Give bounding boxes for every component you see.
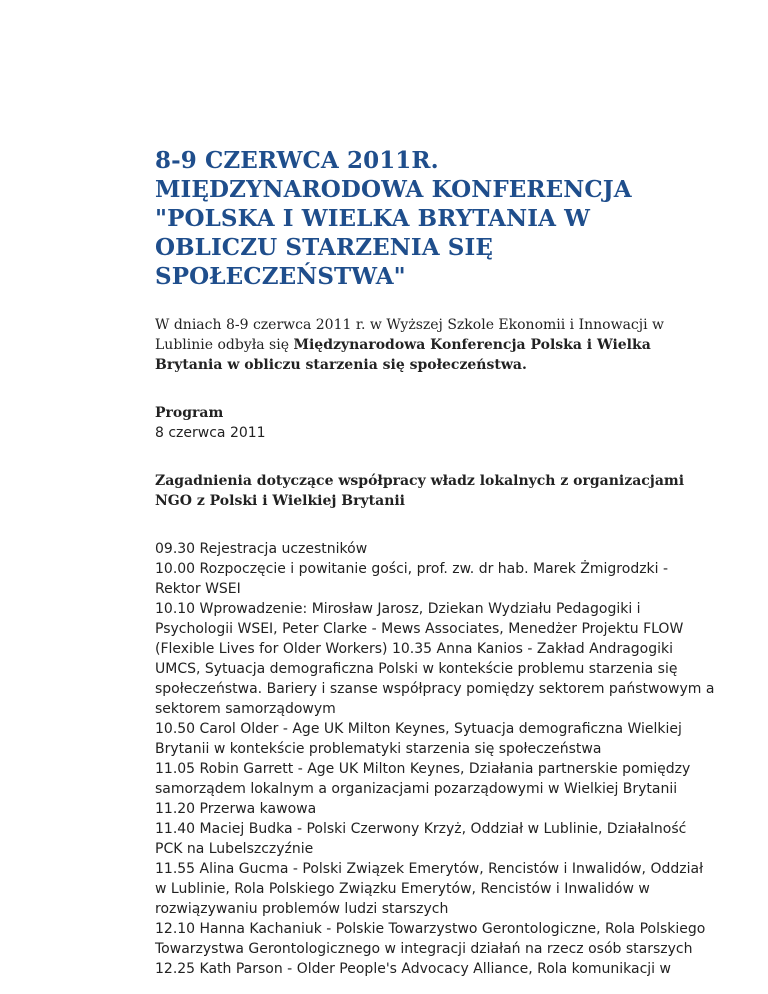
schedule-item: 09.30 Rejestracja uczestników <box>155 541 368 557</box>
article-title: 8-9 CZERWCA 2011R. MIĘDZYNARODOWA KONFERENCJA "POLSKA I WIELKA BRYTANIA W OBLICZU STARZENIA SIĘ SPOŁECZEŃSTWA" <box>155 147 632 290</box>
schedule-list <box>155 539 715 979</box>
schedule-item: 11.40 Maciej Budka - Polski Czerwony Krzyż, Oddział w Lublinie, Działalność PCK na Lubelszczyźnie <box>155 821 687 857</box>
schedule-item: 10.50 Carol Older - Age UK Milton Keynes, Sytuacja demograficzna Wielkiej Brytanii w kontekście problematyki starzenia się społeczeństwa <box>155 721 682 757</box>
session-topic: Zagadnienia dotyczące współpracy władz lokalnych z organizacjami NGO z Polski i Wielkiej Brytanii <box>155 473 685 509</box>
schedule-item: 11.05 Robin Garrett - Age UK Milton Keynes, Działania partnerskie pomiędzy samorządem lokalnym a organizacjami pozarządowymi w Wielkiej Brytanii <box>155 761 691 797</box>
schedule-item: 11.20 Przerwa kawowa <box>155 801 317 817</box>
article-intro <box>155 315 715 375</box>
schedule-item: 10.10 Wprowadzenie: Mirosław Jarosz, Dziekan Wydziału Pedagogiki i Psychologii WSEI, Peter Clarke - Mews Associates, Menedżer Projektu FLOW (Flexible Lives for Older Workers) 10.35 Anna Kanios - Zakład Andragogiki UMCS, Sytuacja demograficzna Polski w kontekście problemu starzenia się społeczeństwa. Bariery i szanse współpracy pomiędzy sektorem państwowym a sektorem samorządowym <box>155 601 715 717</box>
schedule-item: 12.25 Kath Parson - Older People's Advocacy Alliance, Rola komunikacji w <box>155 961 671 977</box>
program-heading: Program <box>155 405 224 421</box>
program-header <box>155 403 715 443</box>
article <box>155 146 715 979</box>
intro-text: W dniach 8-9 czerwca 2011 r. w Wyższej Szkole Ekonomii i Innowacji w Lublinie odbyła się <box>155 317 665 353</box>
schedule-item: 10.00 Rozpoczęcie i powitanie gości, prof. zw. dr hab. Marek Żmigrodzki - Rektor WSEI <box>155 561 669 597</box>
schedule-item: 11.55 Alina Gucma - Polski Związek Emerytów, Rencistów i Inwalidów, Oddział w Lublinie, Rola Polskiego Związku Emerytów, Rencistów i Inwalidów w rozwiązywaniu problemów ludzi starszych <box>155 861 704 917</box>
intro-conference-name: Międzynarodowa Konferencja Polska i Wielka Brytania w obliczu starzenia się społeczeństwa. <box>155 337 651 373</box>
program-date: 8 czerwca 2011 <box>155 425 266 441</box>
schedule-item: 12.10 Hanna Kachaniuk - Polskie Towarzystwo Gerontologiczne, Rola Polskiego Towarzystwa Gerontologicznego w integracji działań na rzecz osób starszych <box>155 921 706 957</box>
